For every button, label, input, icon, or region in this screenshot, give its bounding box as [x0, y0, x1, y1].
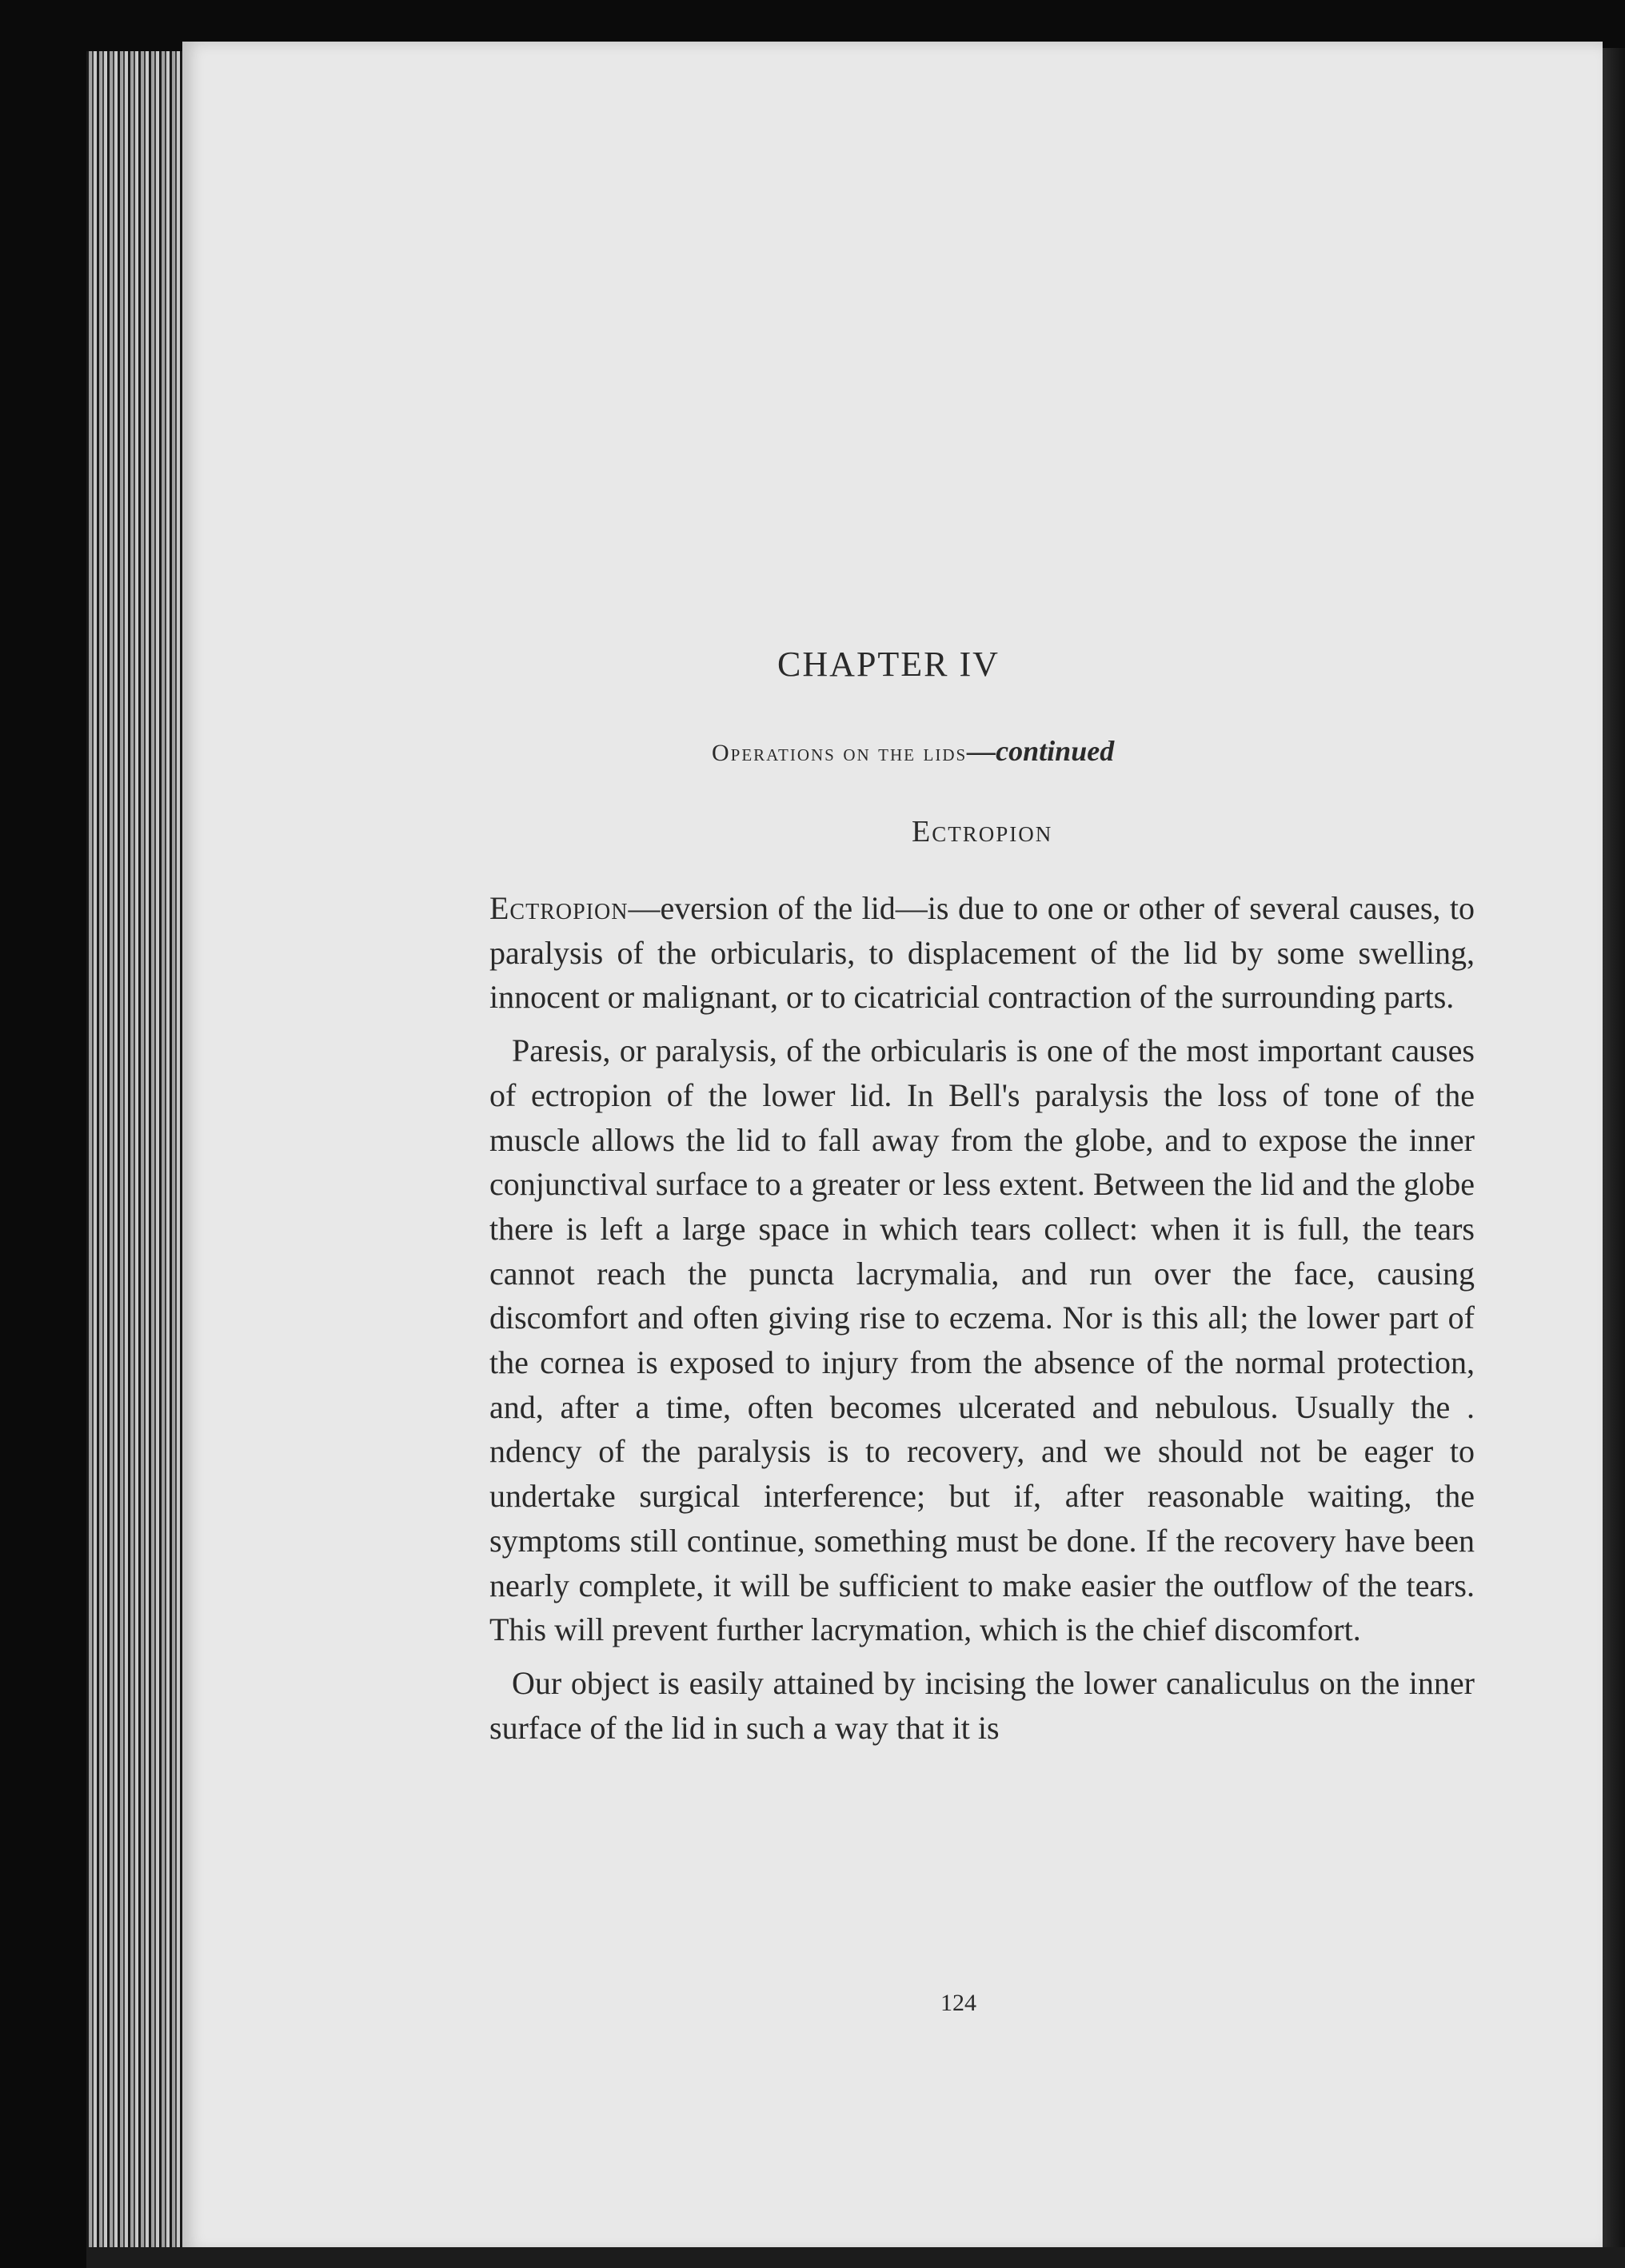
gutter-shadow	[1603, 48, 1625, 2255]
paragraph	[489, 1661, 1475, 1750]
page-number: 124	[940, 1990, 976, 2016]
chapter-title	[0, 644, 1625, 685]
page-edges	[86, 51, 189, 2247]
section-title: Ectropion	[912, 815, 1053, 849]
paragraph-text: Paresis, or paralysis, of the orbicularis is one of the most important causes of ectropion of the lower lid. In Bell's paralysis the loss of tone of the muscle allows the lid to fall away from the globe, and to expose the inner conjunctival surface to a greater or less extent. Between the lid and the globe there is left a large space in which tears collect: when it is full, the tears cannot reach the puncta lacrymalia, and run over the face, causing discomfort and often giving rise to eczema. Nor is this all; the lower part of the cornea is exposed to injury from the absence of the normal protection, and, after a time, often becomes ulcerated and nebulous. Usually the . ndency of the paralysis is to recovery, and we should not be eager to undertake surgical interference; but if, after reasonable waiting, the symptoms still continue, something must be done. If the recovery have been nearly complete, it will be sufficient to make easier the outflow of the tears. This will prevent further lacrymation, which is the chief discomfort.	[489, 1032, 1475, 1648]
paragraph-text: —eversion of the lid—is due to one or other of several causes, to paralysis of the orbicularis, to displacement of the lid by some swelling, innocent or malignant, or to cicatricial contraction of the surrounding parts.	[489, 890, 1475, 1016]
chapter-title-text: CHAPTER IV	[777, 645, 1000, 684]
chapter-subtitle-main: Operations on the lids	[712, 740, 968, 766]
chapter-subtitle	[712, 734, 1114, 768]
chapter-subtitle-continued: —continued	[967, 735, 1115, 767]
paragraph-lead: Ectropion	[489, 890, 629, 926]
paragraph	[489, 886, 1475, 1020]
body-text	[489, 886, 1475, 1759]
paragraph	[489, 1028, 1475, 1652]
paragraph-text: Our object is easily attained by incising the lower canaliculus on the inner surface of the lid in such a way that it is	[489, 1664, 1475, 1746]
bottom-shadow	[86, 2247, 1625, 2268]
